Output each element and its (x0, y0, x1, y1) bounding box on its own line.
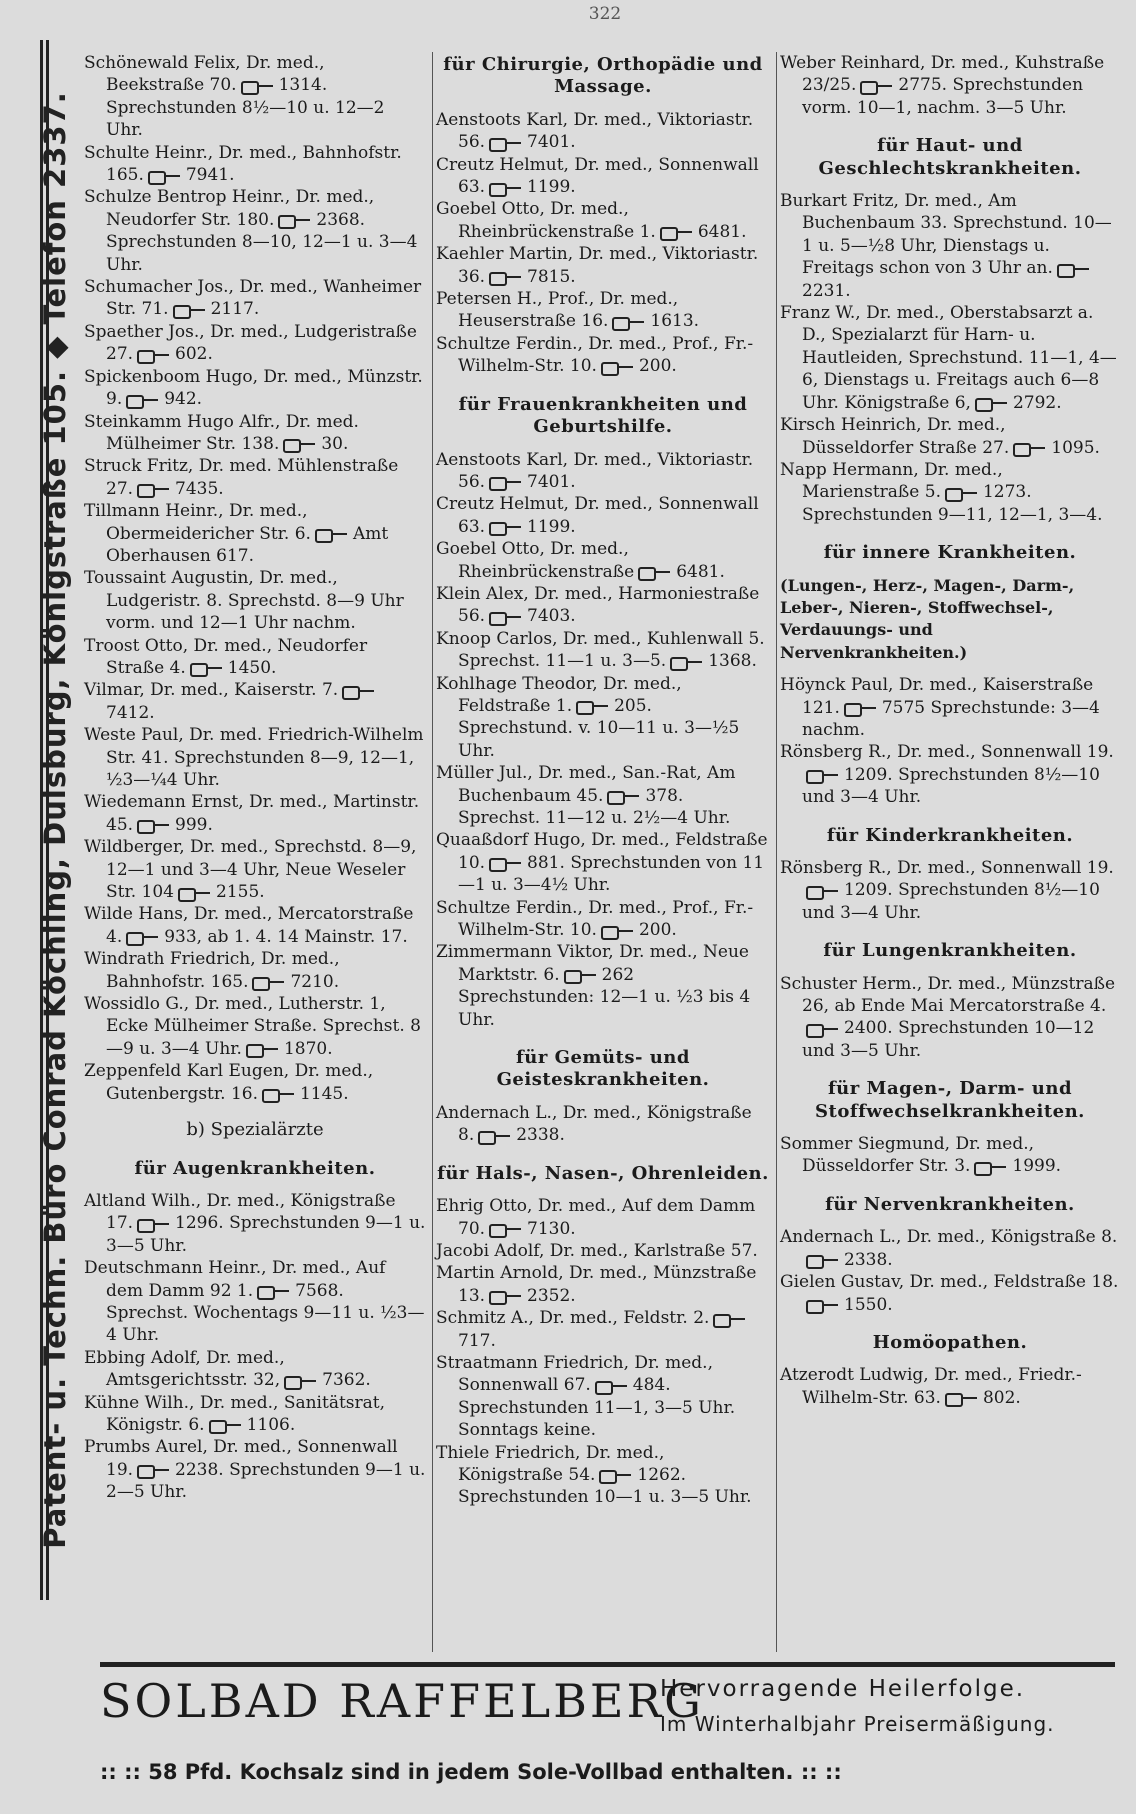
entry-text: Deutschmann Heinr., Dr. med., Auf dem Damm 92 1. (84, 1258, 386, 1301)
directory-entry (84, 186, 426, 276)
directory-entry (436, 1102, 770, 1147)
telephone-icon (252, 976, 286, 988)
telephone-icon (137, 483, 171, 495)
gynecology-list (436, 449, 770, 1032)
telephone-icon (607, 790, 641, 802)
directory-entry (84, 993, 426, 1060)
entry-text: Rönsberg R., Dr. med., Sonnenwall 19. (780, 742, 1114, 763)
entry-hours: Sprechstund. v. 10—11 u. 3—½5 Uhr. (458, 718, 740, 761)
entry-text: Schumacher Jos., Dr. med., Wanheimer Str. 71. (84, 277, 422, 320)
entry-text: Klein Alex, Dr. med., Harmoniestraße 56. (436, 583, 760, 627)
entry-phone: 6481. (676, 561, 725, 582)
column-3 (780, 52, 1120, 1409)
telephone-icon (660, 226, 694, 238)
entry-text: Schuster Herm., Dr. med., Münzstraße 26, ab Ende Mai Mercatorstraße 4. (780, 973, 1116, 1017)
entry-phone: 7362. (322, 1370, 371, 1391)
entry-phone: 1095. (1051, 437, 1100, 458)
entry-phone: 1999. (1012, 1156, 1062, 1177)
entry-text: Wildberger, Dr. med., Sprechstd. 8—9, 12—1 und 3—4 Uhr, Neue Weseler Str. 104 (84, 837, 417, 903)
section-heading: für Kinderkrankheiten. (826, 824, 1074, 846)
telephone-icon (1057, 263, 1091, 275)
entry-text: Spickenboom Hugo, Dr. med., Münzstr. 9. (84, 366, 423, 410)
entry-phone: 942. (164, 389, 203, 410)
entry-phone: 6481. (697, 221, 747, 242)
directory-entry (436, 941, 770, 1031)
entry-phone: 1870. (283, 1038, 333, 1059)
entry-text: Spaether Jos., Dr. med., Ludgeristraße 27. (84, 321, 417, 365)
entry-text: Aenstoots Karl, Dr. med., Viktoriastr. 56. (436, 449, 754, 492)
telephone-icon (860, 80, 894, 92)
entry-text: Ehrig Otto, Dr. med., Auf dem Damm 70. (436, 1196, 756, 1239)
entry-phone: 2338. (844, 1249, 893, 1270)
entry-text: Höynck Paul, Dr. med., Kaiserstraße 121. (780, 675, 1094, 718)
entry-text: Müller Jul., Dr. med., San.-Rat, Am Buchenbaum 45. (436, 763, 736, 806)
telephone-icon (137, 819, 171, 831)
column-divider-2 (776, 52, 777, 1652)
sidebar-advert (28, 40, 82, 1600)
directory-entry (436, 897, 770, 942)
entry-text: Wiedemann Ernst, Dr. med., Martinstr. 45. (84, 792, 420, 835)
directory-entry (780, 414, 1120, 459)
advert-tagline-2: Im Winterhalbjahr Preisermäßigung. (660, 1712, 1055, 1736)
telephone-icon (342, 685, 376, 697)
entry-phone: 484. (632, 1375, 671, 1396)
entry-phone: 2155. (216, 882, 265, 903)
entry-hours: Sprechstunden 10—1 u. 3—5 Uhr. (458, 1487, 752, 1508)
directory-entry (780, 1133, 1120, 1178)
entry-hours: Sprechstunden 9—11, 12—1, 3—4. (802, 504, 1103, 525)
entry-phone: 7815. (527, 266, 576, 287)
entry-phone: 999. (175, 814, 213, 835)
telephone-icon (489, 271, 523, 283)
entry-phone: 1368. (708, 651, 757, 672)
entry-text: Jacobi Adolf, Dr. med., Karlstraße 57. (436, 1240, 758, 1261)
entry-text: Ebbing Adolf, Dr. med., Amtsgerichtsstr. 32, (84, 1347, 285, 1391)
directory-entry (780, 674, 1120, 741)
directory-entry (436, 109, 770, 154)
section-heading: für innere Krankheiten. (823, 542, 1077, 564)
directory-entry (436, 449, 770, 494)
entry-text: Wossidlo G., Dr. med., Lutherstr. 1, Ecke Mülheimer Straße. Sprechst. 8—9 u. 3—4 Uhr. (84, 994, 421, 1059)
entry-text: Creutz Helmut, Dr. med., Sonnenwall 63. (436, 494, 759, 537)
entry-phone: 2338. (516, 1125, 565, 1146)
entry-hours: Sprechstunden 11—1, 3—5 Uhr. Sonntags keine. (458, 1397, 736, 1441)
telephone-icon (489, 1290, 523, 1302)
directory-entry (84, 500, 426, 567)
telephone-icon (844, 702, 878, 714)
entry-phone: 2792. (1012, 392, 1062, 413)
directory-entry (84, 1190, 426, 1257)
telephone-icon (241, 80, 275, 92)
directory-entry (84, 791, 426, 836)
entry-text: Straatmann Friedrich, Dr. med., Sonnenwall 67. (436, 1352, 713, 1396)
directory-entry (780, 1364, 1120, 1409)
telephone-icon (315, 528, 349, 540)
digestive-diseases-list (780, 1133, 1120, 1178)
telephone-icon (806, 1023, 840, 1035)
entry-phone: 2400. (844, 1018, 893, 1039)
advert-tagline-1: Hervorragende Heilerfolge. (660, 1676, 1026, 1702)
directory-entry (436, 288, 770, 333)
entry-text: Steinkamm Hugo Alfr., Dr. med. Mülheimer Str. 138. (84, 411, 359, 454)
directory-entry (436, 1195, 770, 1240)
directory-entry (436, 1307, 770, 1352)
telephone-icon (278, 214, 312, 226)
telephone-icon (489, 611, 523, 623)
entry-text: Schulte Heinr., Dr. med., Bahnhofstr. 165. (84, 142, 402, 186)
directory-entry (780, 857, 1120, 924)
telephone-icon (945, 487, 979, 499)
advert-taglines (660, 1676, 1115, 1736)
directory-entry (436, 154, 770, 199)
entry-phone: 1273. (982, 482, 1032, 503)
entry-text: Rönsberg R., Dr. med., Sonnenwall 19. (780, 858, 1114, 878)
directory-entry (436, 829, 770, 896)
entry-phone: 205. (614, 695, 652, 716)
homeopaths-list (780, 1364, 1120, 1409)
section-heading: für Augenkrankheiten. (134, 1157, 376, 1179)
entry-phone: 802. (982, 1387, 1021, 1408)
entry-phone: 1145. (299, 1083, 349, 1104)
entry-phone: 7210. (290, 971, 340, 992)
entry-phone: 7401. (527, 132, 576, 153)
entry-hours: Sprechstunden 9—1 u. 2—5 Uhr. (106, 1459, 426, 1503)
entry-text: Schmitz A., Dr. med., Feldstr. 2. (436, 1308, 710, 1329)
directory-entry (436, 673, 770, 763)
directory-entry (84, 836, 426, 903)
entry-text: Kirsch Heinrich, Dr. med., Düsseldorfer Straße 27. (780, 415, 1010, 458)
directory-entry (436, 628, 770, 673)
entry-text: Andernach L., Dr. med., Königstraße 8. (780, 1227, 1118, 1248)
entry-phone: 7435. (175, 478, 224, 499)
entry-phone: 1314. (278, 75, 328, 96)
skin-diseases-list (780, 190, 1120, 526)
entry-phone: 2117. (210, 299, 260, 320)
entry-phone: 1106. (246, 1414, 296, 1435)
telephone-icon (489, 182, 523, 194)
telephone-icon (974, 1161, 1008, 1173)
entry-phone: 200. (638, 356, 677, 377)
entry-text: Goebel Otto, Dr. med., Rheinbrückenstraße (436, 539, 635, 582)
eye-diseases-list (84, 1190, 426, 1504)
ent-list (436, 1195, 770, 1509)
entry-text: Sommer Siegmund, Dr. med., Düsseldorfer Str. 3. (780, 1134, 1035, 1177)
telephone-icon (945, 1392, 979, 1404)
directory-entry (780, 302, 1120, 414)
directory-entry (436, 333, 770, 378)
entry-phone: 262 (601, 964, 635, 985)
entry-phone: 2368. (316, 209, 366, 230)
entry-text: Prumbs Aurel, Dr. med., Sonnenwall 19. (84, 1437, 398, 1480)
directory-entry (780, 190, 1120, 302)
telephone-icon (190, 662, 224, 674)
general-physicians-list (84, 52, 426, 1105)
entry-phone: 7941. (185, 165, 235, 186)
entry-phone: 7575 (881, 697, 926, 718)
entry-text: Atzerodt Ludwig, Dr. med., Friedr.-Wilhelm-Str. 63. (780, 1365, 1082, 1408)
entry-phone: 1296. (175, 1213, 224, 1234)
section-heading: für Magen-, Darm- und Stoffwechselkrankheiten. (815, 1078, 1085, 1122)
directory-entry (84, 1257, 426, 1347)
telephone-icon (262, 1088, 296, 1100)
directory-entry (436, 538, 770, 583)
directory-entry (84, 321, 426, 366)
column-3-top-list (780, 52, 1120, 119)
entry-text: Kühne Wilh., Dr. med., Sanitätsrat, Königstr. 6. (84, 1392, 386, 1435)
directory-entry (84, 1347, 426, 1392)
entry-text: Kohlhage Theodor, Dr. med., Feldstraße 1. (436, 673, 682, 716)
directory-entry (780, 741, 1120, 808)
entry-hours: Sprechst. Wochentags 9—11 u. ½3—4 Uhr. (106, 1302, 425, 1346)
entry-text: Zimmermann Viktor, Dr. med., Neue Marktstr. 6. (436, 942, 749, 985)
entry-text: Vilmar, Dr. med., Kaiserstr. 7. (84, 680, 339, 701)
entry-phone: 1209. (844, 880, 893, 901)
telephone-icon (1013, 442, 1047, 454)
telephone-icon (601, 925, 635, 937)
section-subheading: (Lungen-, Herz-, Magen-, Darm-, Leber-, Nieren-, Stoffwechsel-, Verdauungs- und Nervenkrankheiten.) (780, 575, 1075, 662)
entry-phone: 2775. (898, 75, 948, 96)
entry-text: Toussaint Augustin, Dr. med., Ludgeristr. 8. Sprechstd. 8—9 Uhr vorm. und 12—1 Uhr nachm. (84, 568, 404, 634)
entry-text: Schulze Bentrop Heinr., Dr. med., Neudorfer Str. 180. (84, 187, 375, 230)
directory-entry (84, 948, 426, 993)
entry-text: Napp Hermann, Dr. med., Marienstraße 5. (780, 459, 1003, 503)
psychiatry-list (436, 1102, 770, 1147)
telephone-icon (148, 170, 182, 182)
telephone-icon (489, 857, 523, 869)
directory-entry (436, 762, 770, 829)
telephone-icon (246, 1043, 280, 1055)
entry-hours: Sprechstunde: 3—4 nachm. (802, 697, 1100, 740)
entry-text: Creutz Helmut, Dr. med., Sonnenwall 63. (436, 154, 759, 198)
telephone-icon (806, 1254, 840, 1266)
entry-text: Altland Wilh., Dr. med., Königstraße 17. (84, 1190, 396, 1234)
entry-phone: 881. (527, 852, 565, 873)
entry-phone: 200. (638, 920, 677, 941)
directory-entry (436, 493, 770, 538)
entry-phone: 933, ab 1. 4. 14 Mainstr. 17. (164, 926, 408, 947)
entry-phone: 1199. (527, 516, 576, 537)
directory-entry (436, 1262, 770, 1307)
telephone-icon (489, 476, 523, 488)
directory-entry (436, 243, 770, 288)
directory-entry (84, 635, 426, 680)
directory-entry (436, 1352, 770, 1442)
telephone-icon (564, 969, 598, 981)
section-heading: für Gemüts- und Geisteskrankheiten. (496, 1047, 710, 1091)
telephone-icon (126, 931, 160, 943)
telephone-icon (806, 769, 840, 781)
advert-brand: SOLBAD RAFFELBERG (100, 1674, 704, 1728)
directory-entry (436, 1240, 770, 1262)
internal-medicine-list (780, 674, 1120, 808)
entry-text: Weste Paul, Dr. med. Friedrich-Wilhelm Str. 41. Sprechstunden 8—9, 12—1, ½3—¼4 Uhr. (84, 725, 424, 790)
entry-text: Kaehler Martin, Dr. med., Viktoriastr. 36. (436, 244, 759, 287)
entry-text: Weber Reinhard, Dr. med., Kuhstraße 23/25. (780, 53, 1105, 96)
telephone-icon (612, 316, 646, 328)
telephone-icon (489, 1223, 523, 1235)
entry-text: Wilde Hans, Dr. med., Mercatorstraße 4. (84, 904, 414, 947)
entry-text: Struck Fritz, Dr. med. Mühlenstraße 27. (84, 456, 399, 499)
section-heading: für Hals-, Nasen-, Ohrenleiden. (437, 1162, 769, 1184)
entry-text: Schönewald Felix, Dr. med., Beekstraße 70. (84, 53, 325, 96)
section-heading: für Lungenkrankheiten. (823, 940, 1077, 962)
telephone-icon (638, 566, 672, 578)
entry-phone: 7401. (527, 471, 576, 492)
entry-phone: Amt Oberhausen 617. (106, 523, 389, 566)
directory-entry (84, 1060, 426, 1105)
directory-entry (84, 276, 426, 321)
entry-phone: 7568. (295, 1280, 344, 1301)
telephone-icon (126, 394, 160, 406)
section-heading: Homöopathen. (872, 1331, 1028, 1353)
directory-entry (436, 1442, 770, 1509)
entry-hours: Sprechstunden 10—12 und 3—5 Uhr. (802, 1018, 1095, 1061)
column-divider-1 (432, 52, 433, 1652)
telephone-icon (489, 137, 523, 149)
entry-text: Schultze Ferdin., Dr. med., Prof., Fr.-Wilhelm-Str. 10. (436, 333, 754, 377)
entry-phone: 7130. (527, 1218, 576, 1239)
telephone-icon (601, 361, 635, 373)
entry-text: Thiele Friedrich, Dr. med., Königstraße 54. (436, 1442, 665, 1485)
directory-entry (84, 1436, 426, 1503)
entry-phone: 2352. (527, 1285, 576, 1306)
specialists-heading: b) Spezialärzte (186, 1119, 324, 1141)
telephone-icon (595, 1380, 629, 1392)
entry-text: Schultze Ferdin., Dr. med., Prof., Fr.-Wilhelm-Str. 10. (436, 897, 754, 941)
entry-hours: Sprechstunden von 11—1 u. 3—4½ Uhr. (458, 852, 765, 896)
entry-hours: Sprechstunden 9—1 u. 3—5 Uhr. (106, 1213, 426, 1256)
entry-phone: 1209. (844, 764, 893, 785)
entry-hours: Sprechst. 11—12 u. 2½—4 Uhr. (458, 808, 731, 828)
telephone-icon (173, 304, 207, 316)
entry-phone: 1199. (527, 177, 576, 198)
directory-entry (84, 724, 426, 791)
lung-diseases-list (780, 973, 1120, 1063)
telephone-icon (257, 1285, 291, 1297)
directory-entry (84, 142, 426, 187)
telephone-icon (284, 1375, 318, 1387)
directory-entry (84, 1392, 426, 1437)
telephone-icon (283, 438, 317, 450)
telephone-icon (806, 885, 840, 897)
entry-phone: 30. (321, 433, 349, 454)
entry-hours: Sprechstunden vorm. 10—1, nachm. 3—5 Uhr. (802, 75, 1084, 118)
entry-text: Gielen Gustav, Dr. med., Feldstraße 18. (780, 1272, 1119, 1293)
entry-text: Quaaßdorf Hugo, Dr. med., Feldstraße 10. (436, 830, 768, 873)
column-1 (84, 52, 426, 1504)
entry-text: Troost Otto, Dr. med., Neudorfer Straße 4. (84, 635, 368, 678)
entry-phone: 1613. (650, 311, 700, 332)
telephone-icon (478, 1130, 512, 1142)
entry-text: Petersen H., Prof., Dr. med., Heuserstraße 16. (436, 289, 679, 332)
page-number: 322 (588, 4, 622, 24)
entry-text: Andernach L., Dr. med., Königstraße 8. (436, 1102, 752, 1146)
footer-rule (100, 1662, 1115, 1667)
entry-hours: Sprechstunden 8½—10 und 3—4 Uhr. (802, 764, 1100, 808)
entry-text: Burkart Fritz, Dr. med., Am Buchenbaum 33. Sprechstund. 10—1 u. 5—½8 Uhr, Dienstags u. Freitags schon von 3 Uhr an. (780, 191, 1112, 279)
column-2 (436, 52, 770, 1509)
directory-entry (84, 366, 426, 411)
directory-entry (780, 459, 1120, 526)
entry-phone: 1550. (844, 1294, 893, 1315)
entry-text: Windrath Friedrich, Dr. med., Bahnhofstr. 165. (84, 949, 340, 992)
entry-phone: 717. (458, 1330, 496, 1351)
telephone-icon (137, 1464, 171, 1476)
entry-phone: 2231. (802, 280, 851, 301)
pediatrics-list (780, 857, 1120, 924)
entry-text: Martin Arnold, Dr. med., Münzstraße 13. (436, 1263, 757, 1306)
directory-entry (780, 52, 1120, 119)
directory-entry (436, 198, 770, 243)
entry-phone: 7412. (106, 702, 155, 723)
entry-phone: 378. (645, 785, 684, 806)
directory-entry (780, 1271, 1120, 1316)
directory-entry (84, 903, 426, 948)
entry-text: Zeppenfeld Karl Eugen, Dr. med., Gutenbergstr. 16. (84, 1061, 374, 1104)
directory-entry (84, 567, 426, 634)
section-heading: für Chirurgie, Orthopädie und Massage. (443, 54, 763, 98)
telephone-icon (137, 349, 171, 361)
entry-text: Tillmann Heinr., Dr. med., Obermeidericher Str. 6. (84, 501, 311, 544)
entry-phone: 1450. (227, 657, 277, 678)
directory-entry (84, 411, 426, 456)
entry-text: Franz W., Dr. med., Oberstabsarzt a. D., Spezialarzt für Harn- u. Hautleiden, Sprechstund. 11—1, 4—6, Dienstags u. Freitags auch 6—8 Uhr. Königstraße 6, (780, 303, 1117, 413)
entry-hours: Sprechstunden: 12—1 u. ½3 bis 4 Uhr. (458, 987, 751, 1030)
entry-phone: 2238. (175, 1459, 224, 1480)
entry-phone: 7403. (527, 606, 576, 627)
nervous-diseases-list (780, 1226, 1120, 1316)
entry-phone: 1262. (637, 1464, 687, 1485)
entry-text: Goebel Otto, Dr. med., Rheinbrückenstraße 1. (436, 199, 656, 242)
telephone-icon (178, 887, 212, 899)
telephone-icon (806, 1299, 840, 1311)
directory-entry (84, 679, 426, 724)
sidebar-advert-text: Patent- u. Techn. Büro Conrad Köchling, Duisburg, Königstraße 105. ◆ Telefon 2337. (38, 91, 72, 1549)
telephone-icon (599, 1469, 633, 1481)
telephone-icon (576, 700, 610, 712)
telephone-icon (975, 397, 1009, 409)
telephone-icon (209, 1419, 243, 1431)
telephone-icon (137, 1218, 171, 1230)
section-heading: für Nervenkrankheiten. (825, 1193, 1075, 1215)
telephone-icon (489, 521, 523, 533)
entry-hours: Sprechstunden 8½—10 u. 12—2 Uhr. (106, 97, 385, 141)
surgery-list (436, 109, 770, 378)
entry-phone: 602. (175, 344, 213, 365)
entry-hours: Sprechstunden 8½—10 und 3—4 Uhr. (802, 880, 1100, 923)
footer-advert (100, 1662, 1115, 1802)
entry-text: Aenstoots Karl, Dr. med., Viktoriastr. 56. (436, 109, 754, 153)
entry-hours: Sprechstunden 8—10, 12—1 u. 3—4 Uhr. (106, 232, 418, 275)
directory-entry (84, 52, 426, 142)
section-heading: für Haut- und Geschlechtskrankheiten. (818, 135, 1082, 179)
entry-text: Knoop Carlos, Dr. med., Kuhlenwall 5. Sprechst. 11—1 u. 3—5. (436, 628, 765, 672)
directory-entry (436, 583, 770, 628)
section-heading: für Frauenkrankheiten und Geburtshilfe. (458, 393, 748, 438)
directory-entry (780, 1226, 1120, 1271)
telephone-icon (670, 656, 704, 668)
directory-entry (780, 973, 1120, 1063)
telephone-icon (713, 1313, 747, 1325)
advert-bottom-line: :: :: 58 Pfd. Kochsalz sind in jedem Sole-Vollbad enthalten. :: :: (100, 1760, 842, 1784)
directory-entry (84, 455, 426, 500)
